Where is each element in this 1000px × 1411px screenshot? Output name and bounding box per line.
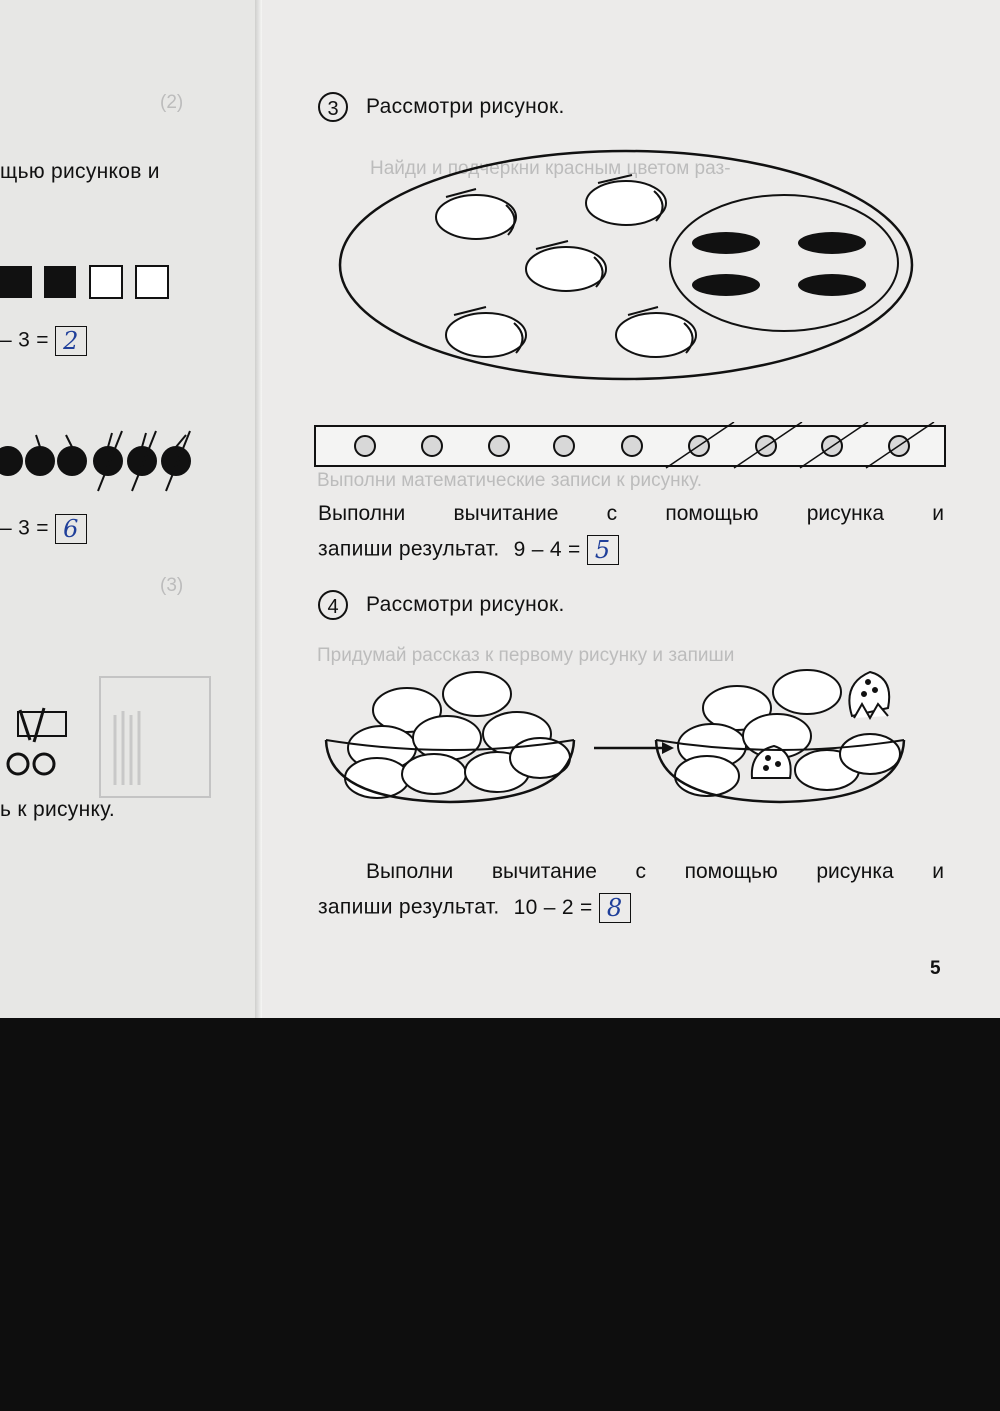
answer-value: 5 xyxy=(594,536,611,564)
expression-text: – 3 = xyxy=(0,328,49,352)
bleed-through-text: Придумай рассказ к первому рисунку и запиши xyxy=(317,645,735,666)
task-instruction: Выполни вычитание с помощью рисунка и xyxy=(366,860,944,883)
scan-background xyxy=(0,1018,1000,1411)
answer-value: 2 xyxy=(63,327,79,355)
task-expression-line xyxy=(318,535,619,565)
answer-box[interactable] xyxy=(599,893,631,923)
expression-text: – 3 = xyxy=(0,516,49,540)
squares-illustration xyxy=(0,260,200,302)
bleed-through-text: (2) xyxy=(160,92,184,113)
task-title: Рассмотри рисунок. xyxy=(366,95,565,118)
expression-a xyxy=(0,326,87,356)
answer-box[interactable] xyxy=(55,514,87,544)
text-fragment: ь к рисунку. xyxy=(0,798,116,821)
bleed-through-text: Найди и подчеркни красным цветом раз- xyxy=(370,158,731,179)
answer-box[interactable] xyxy=(587,535,619,565)
cherries-illustration xyxy=(0,425,200,495)
right-page xyxy=(262,0,1000,1018)
bleed-through-text: Выполни математические записи к рисунку. xyxy=(317,470,703,491)
bleed-through-text: (3) xyxy=(160,575,184,596)
apples-set-illustration xyxy=(336,145,926,395)
task-expression-line xyxy=(318,893,631,923)
instruction-text: запиши результат. xyxy=(318,537,500,561)
task-number: 4 xyxy=(318,590,348,620)
answer-value: 8 xyxy=(606,894,623,922)
page-number: 5 xyxy=(930,958,941,979)
expression-b xyxy=(0,514,87,544)
expression-text: 10 – 2 = xyxy=(513,895,593,919)
task-title: Рассмотри рисунок. xyxy=(366,593,565,616)
egg-bowls-illustration xyxy=(322,660,952,810)
task-number: 3 xyxy=(318,92,348,122)
answer-value: 6 xyxy=(63,515,79,543)
faded-picture-frame xyxy=(95,675,245,805)
instruction-text: запиши результат. xyxy=(318,895,500,919)
circles-strip-illustration xyxy=(314,422,948,470)
task-instruction: Выполни вычитание с помощью рисунка и xyxy=(318,502,944,525)
left-page xyxy=(0,0,262,1018)
answer-box[interactable] xyxy=(55,326,87,356)
text-fragment: щью рисунков и xyxy=(0,160,160,183)
scissors-illustration xyxy=(0,690,110,785)
expression-text: 9 – 4 = xyxy=(513,537,581,561)
